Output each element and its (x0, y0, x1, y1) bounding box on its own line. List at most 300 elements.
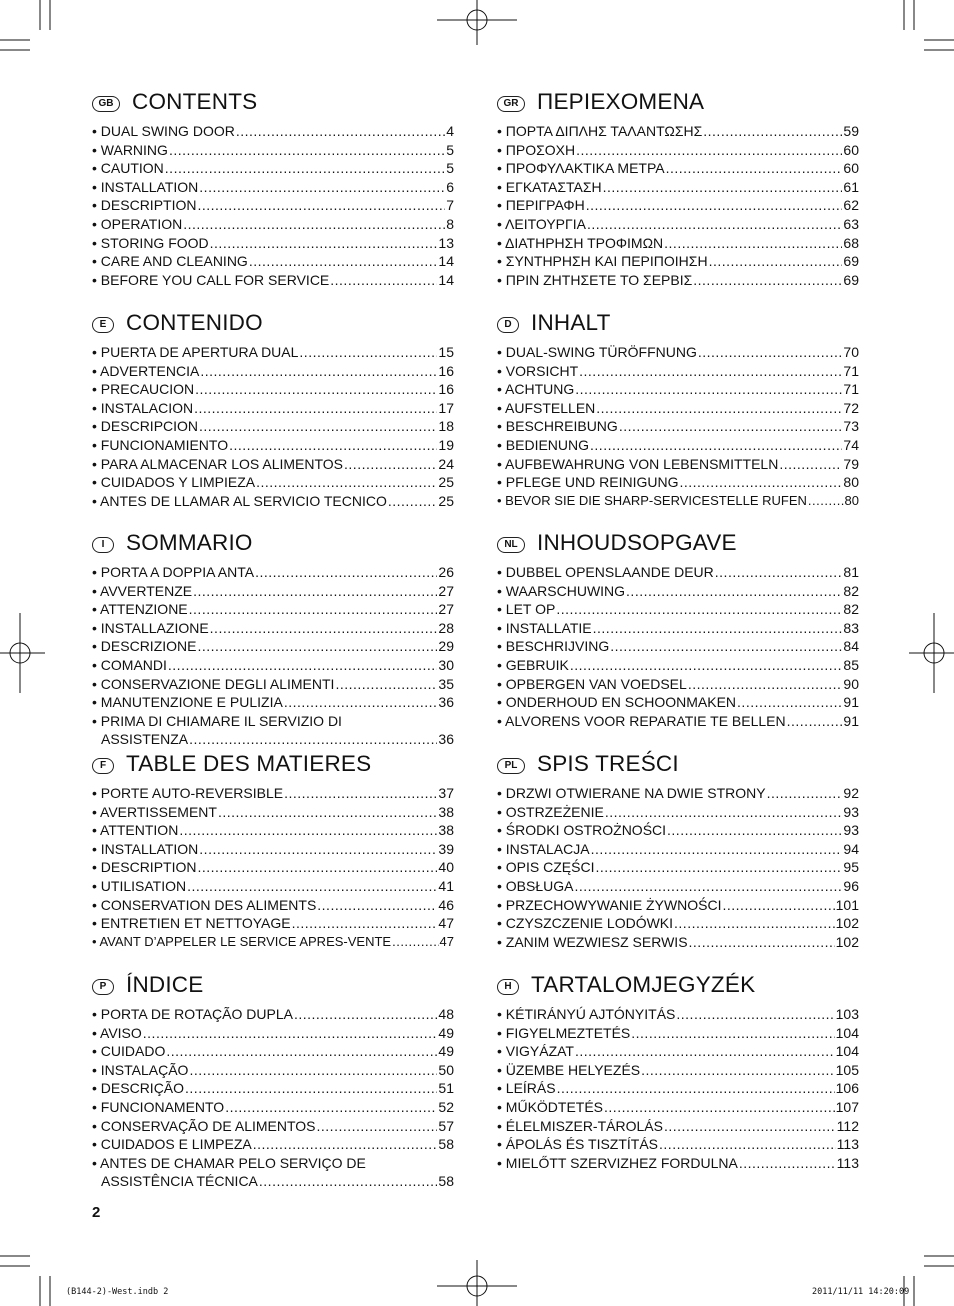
toc-entry (92, 693, 454, 712)
toc-entry-title: • ΛΕΙΤΟΥΡΓΙΑ (497, 215, 586, 232)
toc-entry-page: 25 (438, 492, 454, 509)
toc-entry (92, 933, 454, 952)
toc-entry (92, 600, 454, 619)
dot-leader (666, 159, 843, 178)
dot-leader (189, 600, 438, 619)
dot-leader (641, 1061, 835, 1080)
toc-entry (92, 619, 454, 638)
toc-entry (92, 858, 454, 877)
toc-entry-title: • CONSERVATION DES ALIMENTS (92, 896, 317, 913)
toc-entry-title: • MIELŐTT SZERVIZHEZ FORDULNA (497, 1154, 738, 1171)
toc-entry-title: • MANUTENZIONE E PULIZIA (92, 694, 283, 711)
dot-leader (179, 821, 437, 840)
toc-entry (497, 1135, 859, 1154)
toc-entry-title-cont: ASSISTÊNCIA TÉCNICA (101, 1173, 258, 1190)
toc-entry-title: • ADVERTENCIA (92, 362, 200, 379)
language-badge: PL (497, 758, 525, 774)
toc-entry (497, 399, 859, 418)
toc-entry-title: • CONSERVAZIONE DEGLI ALIMENTI (92, 675, 335, 692)
dot-leader (595, 858, 842, 877)
toc-section (497, 88, 859, 289)
toc-entry-title: • ANTES DE LLAMAR AL SERVICIO TECNICO (92, 492, 387, 509)
toc-entry-page: 27 (438, 601, 454, 618)
toc-entry-title: • ΕΓΚΑΤΑΣΤΑΣΗ (497, 178, 602, 195)
toc-entry (92, 821, 454, 840)
toc-entry-title: • MŰKÖDTETÉS (497, 1098, 604, 1115)
toc-entry-title: • ΠΡΙΝ ΖΗΤΗΣΕΤΕ ΤΟ ΣΕΡΒΙΣ (497, 271, 693, 288)
toc-entry (497, 215, 859, 234)
toc-entry (92, 473, 454, 492)
dot-leader (294, 1005, 437, 1024)
toc-entry (497, 159, 859, 178)
toc-entry-page: 26 (438, 564, 454, 580)
toc-entry-page: 47 (438, 915, 454, 932)
toc-entry-list (497, 122, 859, 289)
dot-leader (388, 492, 438, 511)
dot-leader (570, 656, 843, 675)
toc-entry-title: • FUNCIONAMIENTO (92, 436, 229, 453)
dot-leader (787, 712, 843, 731)
toc-entry (497, 784, 859, 803)
toc-entry (497, 803, 859, 822)
page-number: 2 (92, 1204, 101, 1221)
section-heading (92, 529, 454, 557)
toc-entry-page: 85 (843, 656, 859, 673)
dot-leader (579, 362, 842, 381)
dot-leader (603, 178, 843, 197)
toc-entry-page: 7 (446, 197, 454, 214)
dot-leader (664, 1117, 836, 1136)
dot-leader (197, 858, 437, 877)
toc-entry-page: 49 (438, 1043, 454, 1060)
toc-entry-page: 82 (843, 601, 859, 618)
dot-leader (610, 637, 842, 656)
toc-entry (92, 1098, 454, 1117)
toc-entry (92, 563, 454, 582)
dot-leader (587, 215, 842, 234)
toc-entry-title: • LEÍRÁS (497, 1080, 556, 1097)
toc-entry-page: 16 (438, 362, 454, 379)
dot-leader (210, 619, 438, 638)
toc-entry-page: 46 (438, 896, 454, 913)
dot-leader (168, 656, 438, 675)
toc-entry (92, 1117, 454, 1136)
dot-leader (596, 399, 842, 418)
toc-entry-title: • ÁPOLÁS ÉS TISZTÍTÁS (497, 1136, 659, 1153)
toc-entry-title: • AVANT D’APPELER LE SERVICE APRES-VENTE (92, 933, 392, 949)
toc-entry-title: • ANTES DE CHAMAR PELO SERVIÇO DE (92, 1154, 366, 1171)
language-badge: E (92, 317, 114, 333)
toc-section (92, 309, 454, 510)
dot-leader (576, 141, 842, 160)
language-badge: I (92, 537, 114, 553)
toc-entry-page: 51 (438, 1080, 454, 1097)
toc-entry-title: • ΠΕΡΙΓΡΑΦΗ (497, 197, 585, 214)
dot-leader (165, 159, 445, 178)
toc-entry-page: 113 (836, 1154, 859, 1171)
toc-entry (497, 234, 859, 253)
dot-leader (664, 234, 842, 253)
toc-entry-title: • ACHTUNG (497, 381, 575, 398)
toc-entry-page: 70 (843, 344, 859, 360)
dot-leader (698, 343, 843, 362)
dot-leader (255, 563, 437, 582)
language-badge: GR (497, 96, 525, 112)
toc-entry (92, 1042, 454, 1061)
toc-entry-title: • DRZWI OTWIERANE NA DWIE STRONY (497, 785, 766, 801)
toc-entry (497, 1154, 859, 1173)
toc-entry-title: • INSTALACION (92, 399, 194, 416)
toc-entry-page: 103 (835, 1006, 859, 1022)
section-title: CONTENIDO (126, 310, 263, 335)
toc-entry-title: • INSTALACJA (497, 840, 590, 857)
toc-entry-list (497, 563, 859, 730)
toc-entry-title: • ALVORENS VOOR REPARATIE TE BELLEN (497, 712, 786, 729)
dot-leader (593, 619, 843, 638)
dot-leader (183, 215, 445, 234)
section-heading (92, 309, 454, 337)
toc-entry-page: 82 (843, 582, 859, 599)
toc-entry (92, 1135, 454, 1154)
toc-entry (92, 436, 454, 455)
toc-section (497, 750, 859, 951)
language-badge: H (497, 979, 519, 995)
toc-entry-page: 13 (438, 234, 454, 251)
toc-entry-title: • PARA ALMACENAR LOS ALIMENTOS (92, 455, 344, 472)
toc-entry (92, 141, 454, 160)
toc-entry-page: 74 (843, 436, 859, 453)
toc-entry-page: 69 (843, 271, 859, 288)
dot-leader (604, 1098, 835, 1117)
toc-entry-list (92, 784, 454, 951)
toc-entry-page: 50 (438, 1061, 454, 1078)
toc-entry-title: • ZANIM WEZWIESZ SERWIS (497, 933, 688, 950)
toc-entry-title: • VORSICHT (497, 362, 579, 379)
toc-entry (92, 896, 454, 915)
toc-entry (497, 455, 859, 474)
toc-entry-page: 81 (843, 564, 859, 580)
toc-entry-page: 113 (836, 1136, 859, 1153)
dot-leader (590, 436, 842, 455)
toc-entry-title: • CUIDADO (92, 1043, 166, 1060)
toc-entry-title: • ΠΡΟΣΟΧΗ (497, 141, 576, 158)
toc-entry (497, 693, 859, 712)
toc-entry-page: 104 (835, 1024, 859, 1041)
toc-entry-page: 18 (438, 418, 454, 435)
toc-entry-title: • STORING FOOD (92, 234, 209, 251)
toc-entry-title: • BEDIENUNG (497, 436, 590, 453)
toc-entry-title: • PFLEGE UND REINIGUNG (497, 474, 679, 491)
toc-entry-page: 37 (438, 785, 454, 801)
toc-entry (92, 271, 454, 290)
toc-entry-page: 60 (843, 141, 859, 158)
toc-entry-title: • ΣΥΝΤΗΡΗΣΗ ΚΑΙ ΠΕΡΙΠΟΙΗΣΗ (497, 253, 708, 270)
section-heading (92, 971, 454, 999)
toc-entry-page: 91 (843, 712, 859, 729)
toc-entry-page: 28 (438, 619, 454, 636)
toc-entry-list (92, 1005, 454, 1191)
toc-entry-page: 59 (843, 123, 859, 139)
toc-entry-title: • AUFBEWAHRUNG VON LEBENSMITTELN (497, 455, 779, 472)
toc-entry-title: • ÉLELMISZER-TÁROLÁS (497, 1117, 663, 1134)
toc-entry-page: 93 (843, 822, 859, 839)
dot-leader (253, 1135, 438, 1154)
dot-leader (225, 1098, 437, 1117)
dot-leader (575, 380, 842, 399)
toc-entry-title: • AUFSTELLEN (497, 399, 596, 416)
toc-entry-page: 48 (438, 1006, 454, 1022)
toc-entry-page: 60 (843, 160, 859, 177)
toc-entry-page: 101 (835, 896, 859, 913)
dot-leader (575, 1042, 835, 1061)
dot-leader (779, 455, 842, 474)
toc-entry-title: • INSTALLATIE (497, 619, 592, 636)
dot-leader (193, 582, 437, 601)
toc-entry (497, 343, 859, 362)
toc-entry-title: • PUERTA DE APERTURA DUAL (92, 344, 299, 360)
toc-entry-page: 106 (835, 1080, 859, 1097)
toc-entry-title: • VIGYÁZAT (497, 1043, 574, 1060)
dot-leader (626, 582, 842, 601)
dot-leader (392, 933, 438, 952)
toc-entry-title: • DESCRIZIONE (92, 638, 197, 655)
dot-leader (200, 362, 437, 381)
toc-entry-page: 6 (446, 178, 454, 195)
dot-leader (739, 1154, 836, 1173)
toc-entry (92, 582, 454, 601)
toc-entry (92, 178, 454, 197)
print-slug-file: (B144-2)-West.indb 2 (66, 1287, 169, 1297)
toc-entry (92, 417, 454, 436)
dot-leader (194, 399, 437, 418)
toc-entry-title: • DESCRIPCION (92, 418, 199, 435)
toc-entry (497, 840, 859, 859)
toc-section (92, 750, 454, 951)
toc-entry-title: • PRECAUCION (92, 381, 195, 398)
toc-entry-page: 14 (438, 253, 454, 270)
dot-leader (591, 840, 843, 859)
toc-entry-continuation (92, 1172, 454, 1191)
toc-entry-title: • GEBRUIK (497, 656, 569, 673)
section-title: TABLE DES MATIERES (126, 751, 372, 776)
dot-leader (284, 693, 438, 712)
toc-entry (497, 821, 859, 840)
toc-entry-page: 80 (844, 492, 859, 508)
toc-entry (92, 914, 454, 933)
toc-entry-title-cont: ASSISTENZA (101, 731, 189, 748)
dot-leader (586, 196, 843, 215)
toc-entry (92, 803, 454, 822)
toc-entry (497, 122, 859, 141)
toc-entry (92, 399, 454, 418)
toc-entry-title: • ŚRODKI OSTROŻNOŚCI (497, 822, 667, 839)
dot-leader (197, 196, 445, 215)
toc-entry-page: 61 (843, 178, 859, 195)
toc-entry-title: • CAUTION (92, 160, 164, 177)
toc-entry-page: 14 (438, 271, 454, 288)
section-title: INHALT (531, 310, 611, 335)
dot-leader (808, 492, 844, 511)
toc-entry-title: • ΠΡΟΦΥΛΑΚΤΙΚΑ ΜΕΤΡΑ (497, 160, 665, 177)
toc-entry (497, 141, 859, 160)
dot-leader (689, 933, 835, 952)
toc-entry-title: • DUAL-SWING TÜRÖFFNUNG (497, 344, 697, 360)
section-title: ΠΕΡΙΕΧΟΜΕΝΑ (537, 89, 705, 114)
toc-entry (92, 122, 454, 141)
toc-entry-title: • COMANDI (92, 656, 167, 673)
toc-entry (497, 473, 859, 492)
toc-entry-list (92, 343, 454, 510)
dot-leader (249, 252, 438, 271)
toc-entry (497, 1042, 859, 1061)
toc-entry (92, 159, 454, 178)
dot-leader (166, 1042, 437, 1061)
toc-entry (497, 858, 859, 877)
dot-leader (667, 821, 842, 840)
dot-leader (723, 896, 835, 915)
dot-leader (335, 675, 437, 694)
toc-entry-page: 38 (438, 822, 454, 839)
section-heading (497, 971, 859, 999)
toc-entry-title: • PORTA DE ROTAÇÃO DUPLA (92, 1006, 293, 1022)
dot-leader (189, 1061, 437, 1080)
toc-entry-title: • ONDERHOUD EN SCHOONMAKEN (497, 694, 737, 711)
toc-entry (92, 362, 454, 381)
toc-entry (497, 380, 859, 399)
toc-entry-page: 91 (843, 694, 859, 711)
toc-entry (92, 455, 454, 474)
toc-entry-page: 80 (843, 474, 859, 491)
toc-entry-list (497, 784, 859, 951)
toc-entry-title: • CZYSZCZENIE LODÓWKI (497, 915, 674, 932)
toc-entry (92, 196, 454, 215)
toc-entry-page: 49 (438, 1024, 454, 1041)
toc-entry (497, 1024, 859, 1043)
toc-entry (497, 1061, 859, 1080)
toc-entry-page: 93 (843, 803, 859, 820)
toc-entry-title: • INSTALLAZIONE (92, 619, 209, 636)
toc-entry-title: • ΠΟΡΤΑ ΔΙΠΛΗΣ ΤΑΛΑΝΤΩΣΗΣ (497, 123, 703, 139)
dot-leader (737, 693, 842, 712)
toc-entry-title: • LET OP (497, 601, 556, 618)
toc-entry (497, 877, 859, 896)
toc-entry (497, 1005, 859, 1024)
toc-entry (92, 343, 454, 362)
toc-entry-page: 62 (843, 197, 859, 214)
dot-leader (284, 784, 437, 803)
dot-leader (317, 896, 437, 915)
dot-leader (556, 600, 842, 619)
toc-entry-title: • WARNING (92, 141, 168, 158)
toc-entry (497, 417, 859, 436)
toc-section (497, 309, 859, 510)
toc-entry (497, 1079, 859, 1098)
toc-entry-title: • OPIS CZĘŚCI (497, 859, 595, 876)
dot-leader (199, 417, 437, 436)
dot-leader (197, 637, 437, 656)
toc-entry-page: 94 (843, 840, 859, 857)
toc-entry-title: • DESCRIÇÃO (92, 1080, 185, 1097)
toc-entry (497, 896, 859, 915)
dot-leader (185, 1079, 437, 1098)
toc-entry (497, 196, 859, 215)
toc-entry-title: • BEVOR SIE DIE SHARP-SERVICESTELLE RUFEN (497, 492, 807, 508)
dot-leader (674, 914, 835, 933)
dot-leader (317, 1117, 438, 1136)
toc-entry-title: • FIGYELMEZTETÉS (497, 1024, 631, 1041)
toc-entry-page: 57 (438, 1117, 454, 1134)
toc-entry (92, 840, 454, 859)
section-heading (497, 88, 859, 116)
toc-entry (92, 637, 454, 656)
toc-entry-continuation (92, 730, 454, 749)
toc-entry-page: 19 (438, 436, 454, 453)
dot-leader (189, 730, 437, 749)
toc-section (92, 971, 454, 1191)
toc-entry (497, 252, 859, 271)
toc-entry-page: 95 (843, 859, 859, 876)
toc-entry-title: • CARE AND CLEANING (92, 253, 248, 270)
toc-entry-page: 27 (438, 582, 454, 599)
dot-leader (210, 234, 438, 253)
toc-entry-title: • INSTALLATION (92, 840, 199, 857)
toc-entry-page: 84 (843, 638, 859, 655)
toc-entry-list (92, 122, 454, 289)
toc-entry-title: • CUIDADOS Y LIMPIEZA (92, 474, 256, 491)
toc-entry-page: 47 (439, 933, 454, 949)
toc-entry-page: 68 (843, 234, 859, 251)
dot-leader (256, 473, 437, 492)
toc-entry-page: 41 (438, 877, 454, 894)
toc-entry-page: 39 (438, 840, 454, 857)
language-badge: F (92, 758, 114, 774)
toc-section (92, 88, 454, 289)
section-heading (497, 529, 859, 557)
toc-entry-page: 17 (438, 399, 454, 416)
toc-entry-page: 29 (438, 638, 454, 655)
dot-leader (574, 877, 842, 896)
toc-entry (497, 492, 859, 511)
toc-entry (497, 656, 859, 675)
dot-leader (330, 271, 437, 290)
toc-entry-page: 35 (438, 675, 454, 692)
toc-entry (92, 1079, 454, 1098)
toc-entry-list (92, 563, 454, 749)
toc-entry (497, 619, 859, 638)
toc-entry (92, 380, 454, 399)
toc-entry (92, 234, 454, 253)
toc-entry (497, 178, 859, 197)
toc-entry-page: 102 (835, 933, 859, 950)
toc-entry-title: • INSTALAÇÃO (92, 1061, 189, 1078)
toc-entry-page: 25 (438, 474, 454, 491)
toc-entry-title: • INSTALLATION (92, 178, 199, 195)
toc-entry-page: 71 (843, 381, 859, 398)
section-heading (92, 88, 454, 116)
dot-leader (557, 1079, 835, 1098)
toc-entry (92, 215, 454, 234)
dot-leader (605, 803, 843, 822)
toc-entry-page: 69 (843, 253, 859, 270)
toc-entry-page: 83 (843, 619, 859, 636)
toc-entry-page: 90 (843, 675, 859, 692)
toc-entry (497, 933, 859, 952)
toc-entry-page: 15 (438, 344, 454, 360)
dot-leader (709, 252, 843, 271)
toc-section (92, 529, 454, 749)
toc-entry-title: • ENTRETIEN ET NETTOYAGE (92, 915, 291, 932)
dot-leader (195, 380, 437, 399)
